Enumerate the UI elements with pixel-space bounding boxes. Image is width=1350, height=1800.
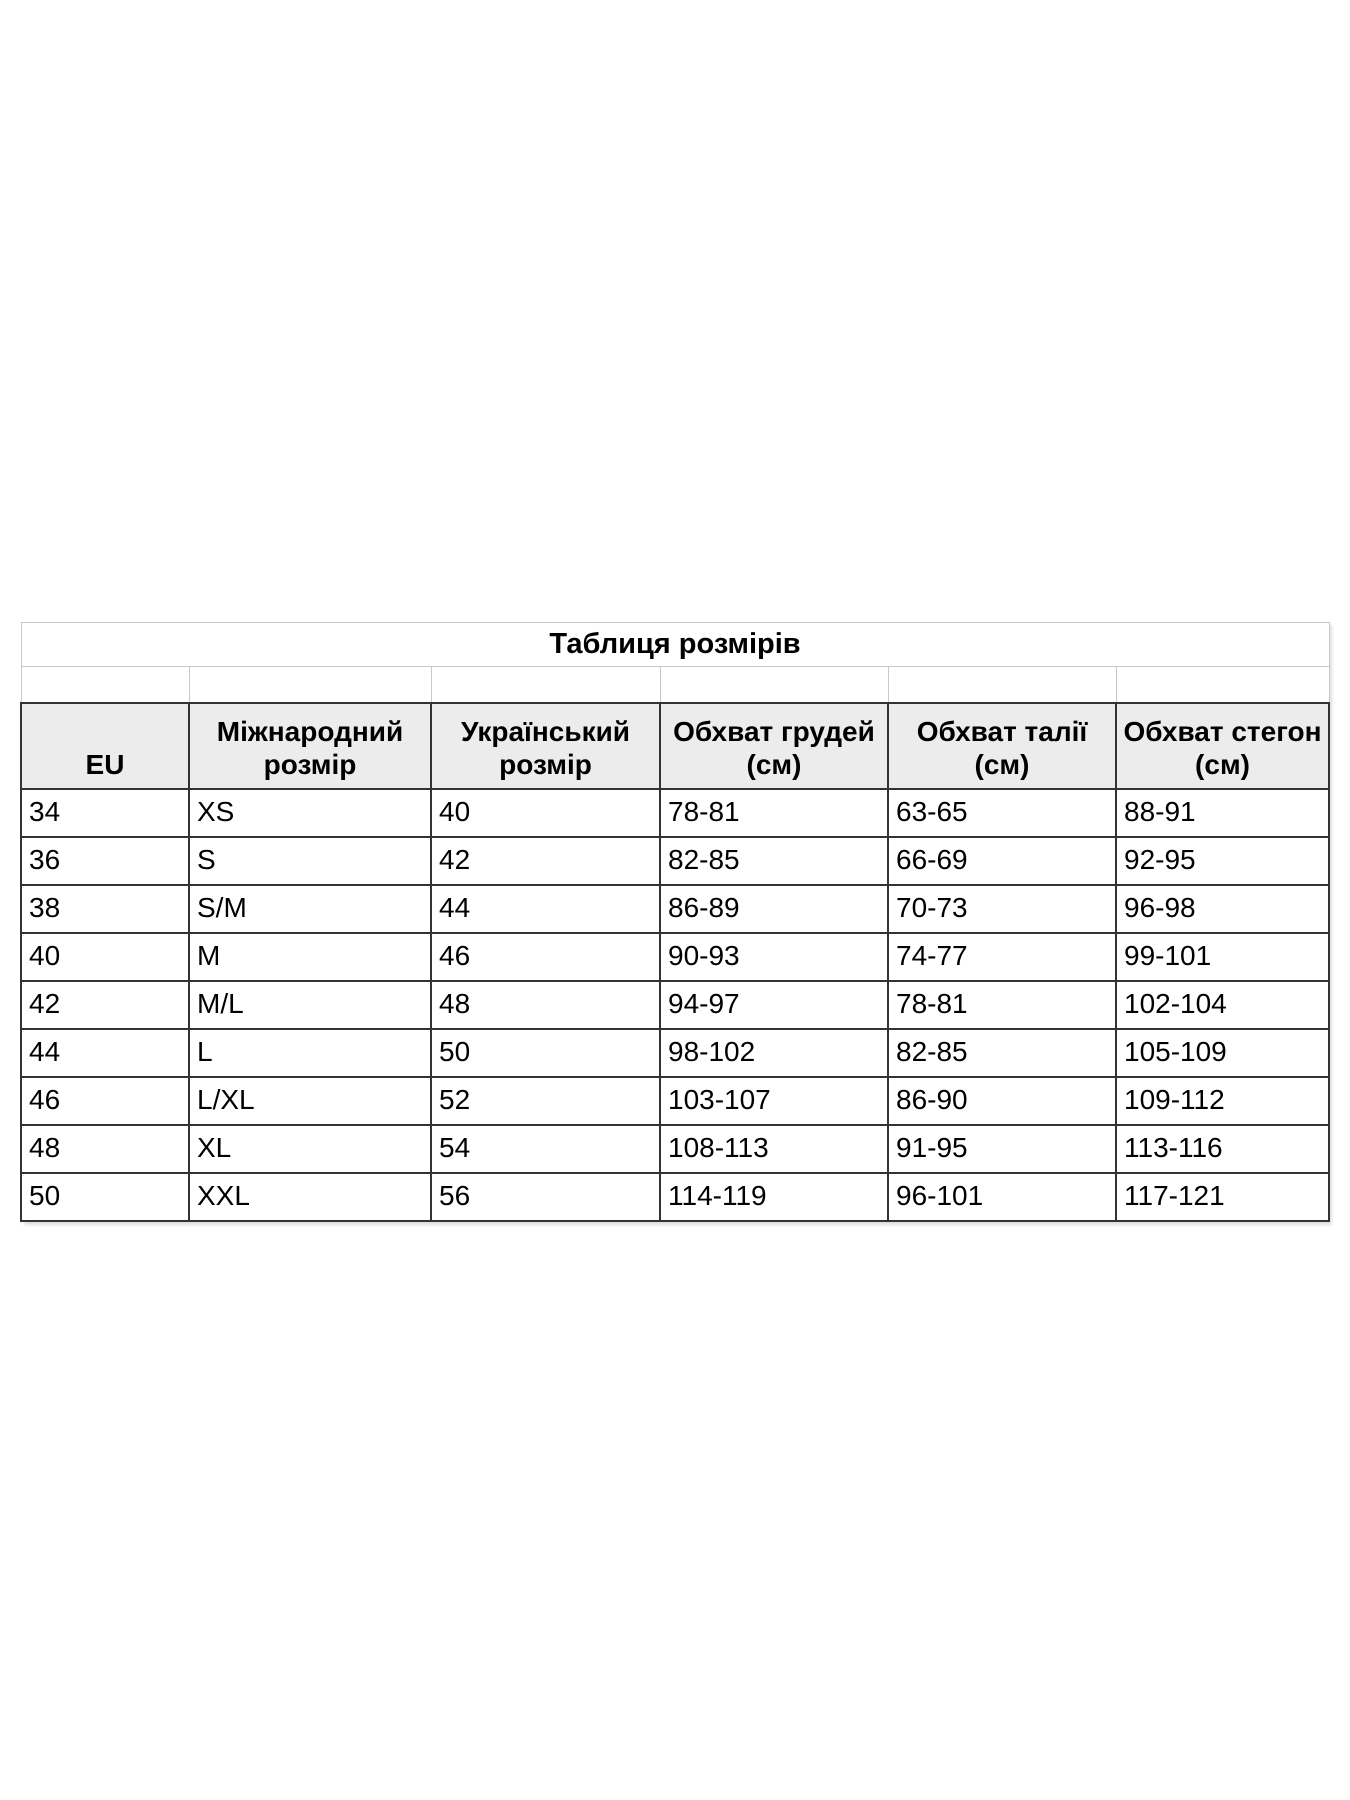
table-cell: XS	[189, 789, 431, 837]
table-cell: 114-119	[660, 1173, 888, 1221]
table-row	[21, 1125, 1329, 1173]
column-header-eu: EU	[21, 703, 189, 789]
table-cell: 78-81	[660, 789, 888, 837]
table-cell: 34	[21, 789, 189, 837]
spacer-cell	[431, 667, 660, 704]
table-row	[21, 981, 1329, 1029]
spacer-row	[21, 667, 1329, 704]
table-cell: 50	[431, 1029, 660, 1077]
table-row	[21, 885, 1329, 933]
table-title: Таблиця розмірів	[21, 623, 1329, 667]
table-cell: 66-69	[888, 837, 1116, 885]
size-table	[20, 622, 1330, 1222]
table-cell: 46	[431, 933, 660, 981]
size-table-body	[21, 789, 1329, 1221]
table-cell: 96-101	[888, 1173, 1116, 1221]
size-chart	[20, 622, 1328, 1222]
table-row	[21, 1029, 1329, 1077]
table-cell: XL	[189, 1125, 431, 1173]
table-cell: 86-89	[660, 885, 888, 933]
table-cell: 99-101	[1116, 933, 1329, 981]
table-cell: 90-93	[660, 933, 888, 981]
table-cell: 46	[21, 1077, 189, 1125]
table-cell: L/XL	[189, 1077, 431, 1125]
table-row	[21, 837, 1329, 885]
column-header-ukrainian-size: Український розмір	[431, 703, 660, 789]
table-cell: 78-81	[888, 981, 1116, 1029]
table-cell: 108-113	[660, 1125, 888, 1173]
table-cell: 38	[21, 885, 189, 933]
column-header-hips: Обхват стегон (см)	[1116, 703, 1329, 789]
table-cell: 91-95	[888, 1125, 1116, 1173]
table-cell: 105-109	[1116, 1029, 1329, 1077]
table-cell: 56	[431, 1173, 660, 1221]
table-row	[21, 1077, 1329, 1125]
table-row	[21, 1173, 1329, 1221]
column-header-chest: Обхват грудей (см)	[660, 703, 888, 789]
table-cell: M/L	[189, 981, 431, 1029]
table-cell: 88-91	[1116, 789, 1329, 837]
table-cell: 82-85	[660, 837, 888, 885]
table-cell: 48	[431, 981, 660, 1029]
spacer-cell	[21, 667, 189, 704]
spacer-cell	[189, 667, 431, 704]
table-cell: 44	[21, 1029, 189, 1077]
table-cell: 36	[21, 837, 189, 885]
table-cell: 54	[431, 1125, 660, 1173]
table-cell: L	[189, 1029, 431, 1077]
spacer-cell	[660, 667, 888, 704]
table-cell: 52	[431, 1077, 660, 1125]
table-cell: S	[189, 837, 431, 885]
header-row	[21, 703, 1329, 789]
table-cell: 42	[21, 981, 189, 1029]
table-cell: 74-77	[888, 933, 1116, 981]
table-cell: M	[189, 933, 431, 981]
table-cell: 113-116	[1116, 1125, 1329, 1173]
spacer-cell	[1116, 667, 1329, 704]
table-cell: 102-104	[1116, 981, 1329, 1029]
table-cell: 94-97	[660, 981, 888, 1029]
table-cell: 48	[21, 1125, 189, 1173]
table-cell: XXL	[189, 1173, 431, 1221]
table-cell: 103-107	[660, 1077, 888, 1125]
table-cell: 44	[431, 885, 660, 933]
table-cell: 109-112	[1116, 1077, 1329, 1125]
table-cell: 92-95	[1116, 837, 1329, 885]
table-cell: 50	[21, 1173, 189, 1221]
table-cell: 117-121	[1116, 1173, 1329, 1221]
table-cell: 98-102	[660, 1029, 888, 1077]
table-cell: S/M	[189, 885, 431, 933]
table-cell: 70-73	[888, 885, 1116, 933]
table-cell: 42	[431, 837, 660, 885]
spacer-cell	[888, 667, 1116, 704]
table-cell: 96-98	[1116, 885, 1329, 933]
column-header-international-size: Міжнародний розмір	[189, 703, 431, 789]
column-header-waist: Обхват талії (см)	[888, 703, 1116, 789]
table-cell: 40	[431, 789, 660, 837]
table-row	[21, 933, 1329, 981]
table-cell: 63-65	[888, 789, 1116, 837]
title-row	[21, 623, 1329, 667]
table-row	[21, 789, 1329, 837]
table-cell: 86-90	[888, 1077, 1116, 1125]
table-cell: 40	[21, 933, 189, 981]
table-cell: 82-85	[888, 1029, 1116, 1077]
